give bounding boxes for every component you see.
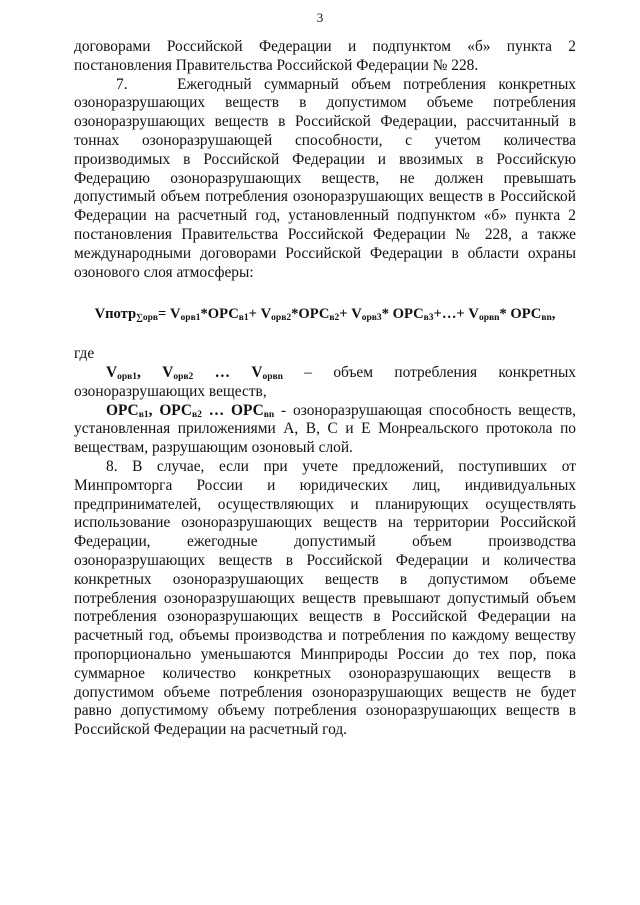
def-orc: ОРС: [159, 401, 192, 419]
formula-operator: *: [499, 306, 511, 323]
formula-operator: *: [291, 306, 299, 323]
paragraph-8: 8. В случае, если при учете предложений, поступивших от Минпромторга России и юридических лиц, индивидуальных предпринимателей, осуществляющих и планирующих осуществлять использование озоноразрушающих веществ на территории Российской Федерации, ежегодные допустимый объем производства озоноразрушающих веществ в Российской Федерации и количества конкретных озоноразрушающих веществ в допустимом объеме потребления озоноразрушающих веществ превышают допустимый объем потребления озоноразрушающих веществ в Российской Федерации на расчетный год, объемы производства и потребления по каждому веществу пропорционально уменьшаются Минприроды России до тех пор, пока суммарное количество конкретных озоноразрушающих веществ в допустимом объеме потребления озоноразрушающих веществ не будет равно допустимому объему потребления озоноразрушающих веществ в Российской Федерации на расчетный год.: [74, 457, 576, 739]
document-body: [74, 38, 576, 740]
formula-orc-subscript: вn: [541, 313, 552, 324]
formula-orc: ОРС: [392, 306, 424, 323]
paragraph-continuation: договорами Российской Федерации и подпунктом «б» пункта 2 постановления Правительства Российской Федерации № 228.: [74, 38, 576, 74]
formula-v-subscript: орв1: [180, 313, 201, 324]
page-number: 3: [316, 10, 324, 25]
def-orc-subscript: вn: [263, 409, 275, 420]
formula-operator: +: [248, 306, 261, 323]
formula-operator: +: [339, 306, 352, 323]
formula-operator: *: [381, 306, 393, 323]
def-separator: ,: [137, 363, 163, 381]
def-v: V: [162, 363, 174, 381]
formula-lhs: Vпотр: [94, 306, 137, 323]
formula-v: V: [260, 306, 272, 323]
def-dots: …: [193, 363, 252, 381]
formula-end: ,: [551, 306, 556, 323]
formula-v: V: [170, 306, 181, 323]
def-orc: ОРС: [106, 401, 139, 419]
formula-v-subscript: орв3: [361, 313, 382, 324]
def-orc-subscript: в1: [138, 409, 149, 420]
definition-ods-capacity: [74, 402, 576, 458]
def-v: V: [106, 363, 118, 381]
formula-lhs-subscript: ∑орв: [136, 313, 159, 324]
def-dots: …: [201, 401, 232, 419]
formula-v-subscript: орв2: [271, 313, 292, 324]
formula-operator: *: [200, 306, 208, 323]
def-orc: ОРС: [231, 401, 264, 419]
def-v-subscript: орвn: [262, 371, 283, 382]
formula-v-subscript: орвn: [478, 313, 500, 324]
formula-orc: ОРС: [298, 306, 330, 323]
definition-volume: [74, 364, 576, 402]
where-label: где: [74, 345, 95, 363]
formula-orc: ОРС: [510, 306, 542, 323]
def-separator: ,: [148, 401, 160, 419]
def-v-subscript: орв2: [173, 371, 194, 382]
formula-v: V: [468, 306, 479, 323]
formula-orc-subscript: в3: [423, 313, 434, 324]
formula-operator: +…+: [433, 306, 469, 323]
formula-orc: ОРС: [207, 306, 239, 323]
def-orc-subscript: в2: [192, 409, 202, 420]
def-volume-text: – объем потребления конкретных озоноразрушающих веществ,: [74, 363, 576, 400]
def-v-subscript: орв1: [117, 371, 138, 382]
formula-v: V: [351, 306, 362, 323]
def-v: V: [251, 363, 263, 381]
formula-orc-subscript: в2: [329, 313, 340, 324]
consumption-formula: [74, 305, 576, 324]
paragraph-7: 7. Ежегодный суммарный объем потребления конкретных озоноразрушающих веществ в допустимом объеме потребления озоноразрушающих веществ в Российской Федерации, рассчитанный в тоннах озоноразрушающей способности, с учетом количества производимых в Российской Федерации и ввозимых в Российскую Федерацию озоноразрушающих веществ, не должен превышать допустимый объем потребления озоноразрушающих веществ в Российской Федерации на расчетный год, установленный подпунктом «б» пункта 2 постановления Правительства Российской Федерации № 228, а также международными договорами Российской Федерации в области охраны озонового слоя атмосферы:: [74, 75, 576, 281]
formula-orc-subscript: в1: [238, 313, 249, 324]
formula-equals: =: [158, 306, 170, 323]
def-capacity-text: - озоноразрушающая способность веществ, установленная приложениями A, B, C и E Монреальского протокола по веществам, разрушающим озоновый слой.: [74, 401, 576, 457]
